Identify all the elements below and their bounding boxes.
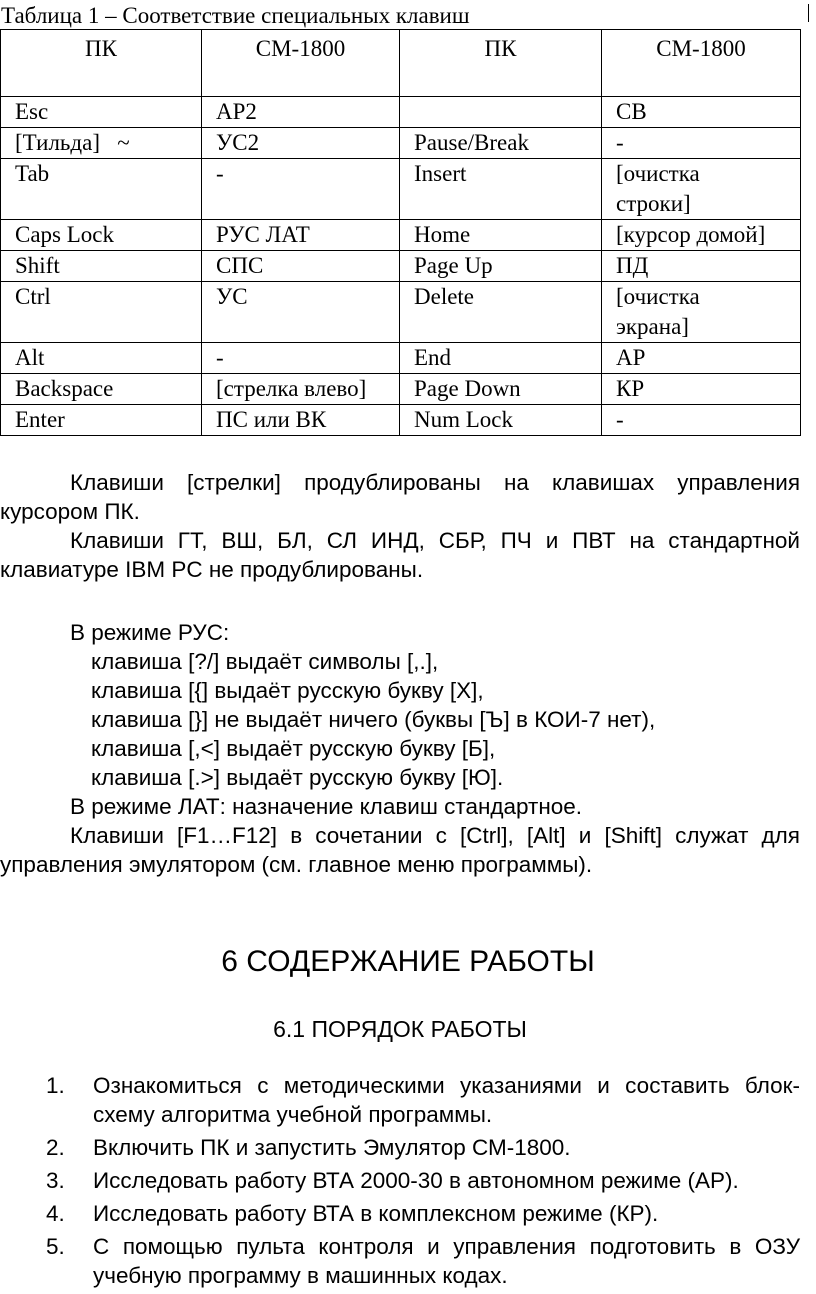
lat-mode-line: В режиме ЛАТ: назначение клавиш стандартное. [70, 794, 583, 819]
table-header-cell: ПК [1, 30, 202, 97]
table-header-cell: СМ-1800 [602, 30, 801, 97]
list-item-text: С помощью пульта контроля и управления подготовить в ОЗУ учебную программу в машинных кодах. [93, 1234, 800, 1288]
section-title: 6 СОДЕРЖАНИЕ РАБОТЫ [221, 945, 595, 978]
table-cell: КР [602, 374, 801, 405]
table-cell: End [400, 343, 602, 374]
rus-mode-item: клавиша [.>] выдаёт русскую букву [Ю]. [91, 765, 504, 790]
table-cell: Insert [400, 159, 602, 220]
table-cell: Pause/Break [400, 128, 602, 159]
steps-list [0, 1071, 800, 1294]
list-item-number: 2. [46, 1135, 65, 1160]
table-cell: - [202, 343, 400, 374]
table-cell: АР2 [202, 97, 400, 128]
table-cell: ПД [602, 251, 801, 282]
table-cell: АР [602, 343, 801, 374]
list-item-text: Включить ПК и запустить Эмулятор СМ-1800. [93, 1135, 571, 1160]
table-row [1, 374, 801, 405]
table-cell: Esc [1, 97, 202, 128]
table-cell: СВ [602, 97, 801, 128]
list-item [0, 1232, 800, 1290]
table-header-cell: ПК [400, 30, 602, 97]
paragraph-fkeys: Клавиши [F1…F12] в сочетании с [Ctrl], [Alt] и [Shift] служат для управления эмулятором (см. главное меню программы). [0, 823, 800, 877]
table-cell: Backspace [1, 374, 202, 405]
table-row [1, 97, 801, 128]
table-row [1, 251, 801, 282]
paragraph-missing-keys: Клавиши ГТ, ВШ, БЛ, СЛ ИНД, СБР, ПЧ и ПВТ на стандартной клавиатуре IBM PC не продублированы. [0, 528, 800, 582]
list-item-number: 1. [46, 1073, 65, 1098]
rus-mode-item: клавиша [,<] выдаёт русскую букву [Б], [91, 736, 496, 761]
table-cell: РУС ЛАТ [202, 220, 400, 251]
table-cell: - [602, 128, 801, 159]
table-row [1, 405, 801, 436]
table-cell [400, 97, 602, 128]
list-item-text: Исследовать работу ВТА 2000-30 в автономном режиме (АР). [93, 1168, 739, 1193]
key-mapping-table [0, 29, 801, 436]
table-cell: УС2 [202, 128, 400, 159]
table-cell: [стрелка влево] [202, 374, 400, 405]
list-item [0, 1133, 800, 1162]
table-cell: Delete [400, 282, 602, 343]
table-cell: СПС [202, 251, 400, 282]
table-cell: Page Up [400, 251, 602, 282]
table-header-row [1, 30, 801, 97]
table-header-cell: СМ-1800 [202, 30, 400, 97]
table-cell: Alt [1, 343, 202, 374]
table-cell: Num Lock [400, 405, 602, 436]
table-caption: Таблица 1 – Соответствие специальных клавиш [1, 3, 470, 28]
table-cell: [курсор домой] [602, 220, 801, 251]
table-cell: [очистка экрана] [602, 282, 801, 343]
table-cell: ПС или ВК [202, 405, 400, 436]
rus-mode-item: клавиша [?/] выдаёт символы [,.], [91, 649, 439, 674]
list-item [0, 1166, 800, 1195]
list-item-number: 3. [46, 1168, 65, 1193]
table-cell: Home [400, 220, 602, 251]
table-cell: - [202, 159, 400, 220]
table-cell: Shift [1, 251, 202, 282]
list-item [0, 1071, 800, 1129]
rus-mode-title: В режиме РУС: [70, 620, 230, 645]
rus-mode-item: клавиша [}] не выдаёт ничего (буквы [Ъ] в КОИ-7 нет), [91, 707, 656, 732]
list-item-number: 4. [46, 1201, 65, 1226]
subsection-title: 6.1 ПОРЯДОК РАБОТЫ [273, 1016, 527, 1042]
table-row [1, 159, 801, 220]
list-item-text: Исследовать работу ВТА в комплексном режиме (КР). [93, 1201, 659, 1226]
table-cell: Enter [1, 405, 202, 436]
table-cell: Caps Lock [1, 220, 202, 251]
rus-mode-item: клавиша [{] выдаёт русскую букву [Х], [91, 678, 484, 703]
table-cell: - [602, 405, 801, 436]
table-row [1, 343, 801, 374]
table-cell: Tab [1, 159, 202, 220]
table-row [1, 128, 801, 159]
table-cell: [Тильда] ~ [1, 128, 202, 159]
list-item-text: Ознакомиться с методическими указаниями и составить блок-схему алгоритма учебной программы. [93, 1073, 800, 1127]
table-row [1, 220, 801, 251]
table-cell: [очистка строки] [602, 159, 801, 220]
table-cell: Ctrl [1, 282, 202, 343]
list-item-number: 5. [46, 1234, 65, 1259]
paragraph-arrows: Клавиши [стрелки] продублированы на клавишах управления курсором ПК. [0, 470, 800, 524]
list-item [0, 1199, 800, 1228]
edge-mark [808, 4, 809, 22]
table-cell: УС [202, 282, 400, 343]
table-cell: Page Down [400, 374, 602, 405]
table-row [1, 282, 801, 343]
